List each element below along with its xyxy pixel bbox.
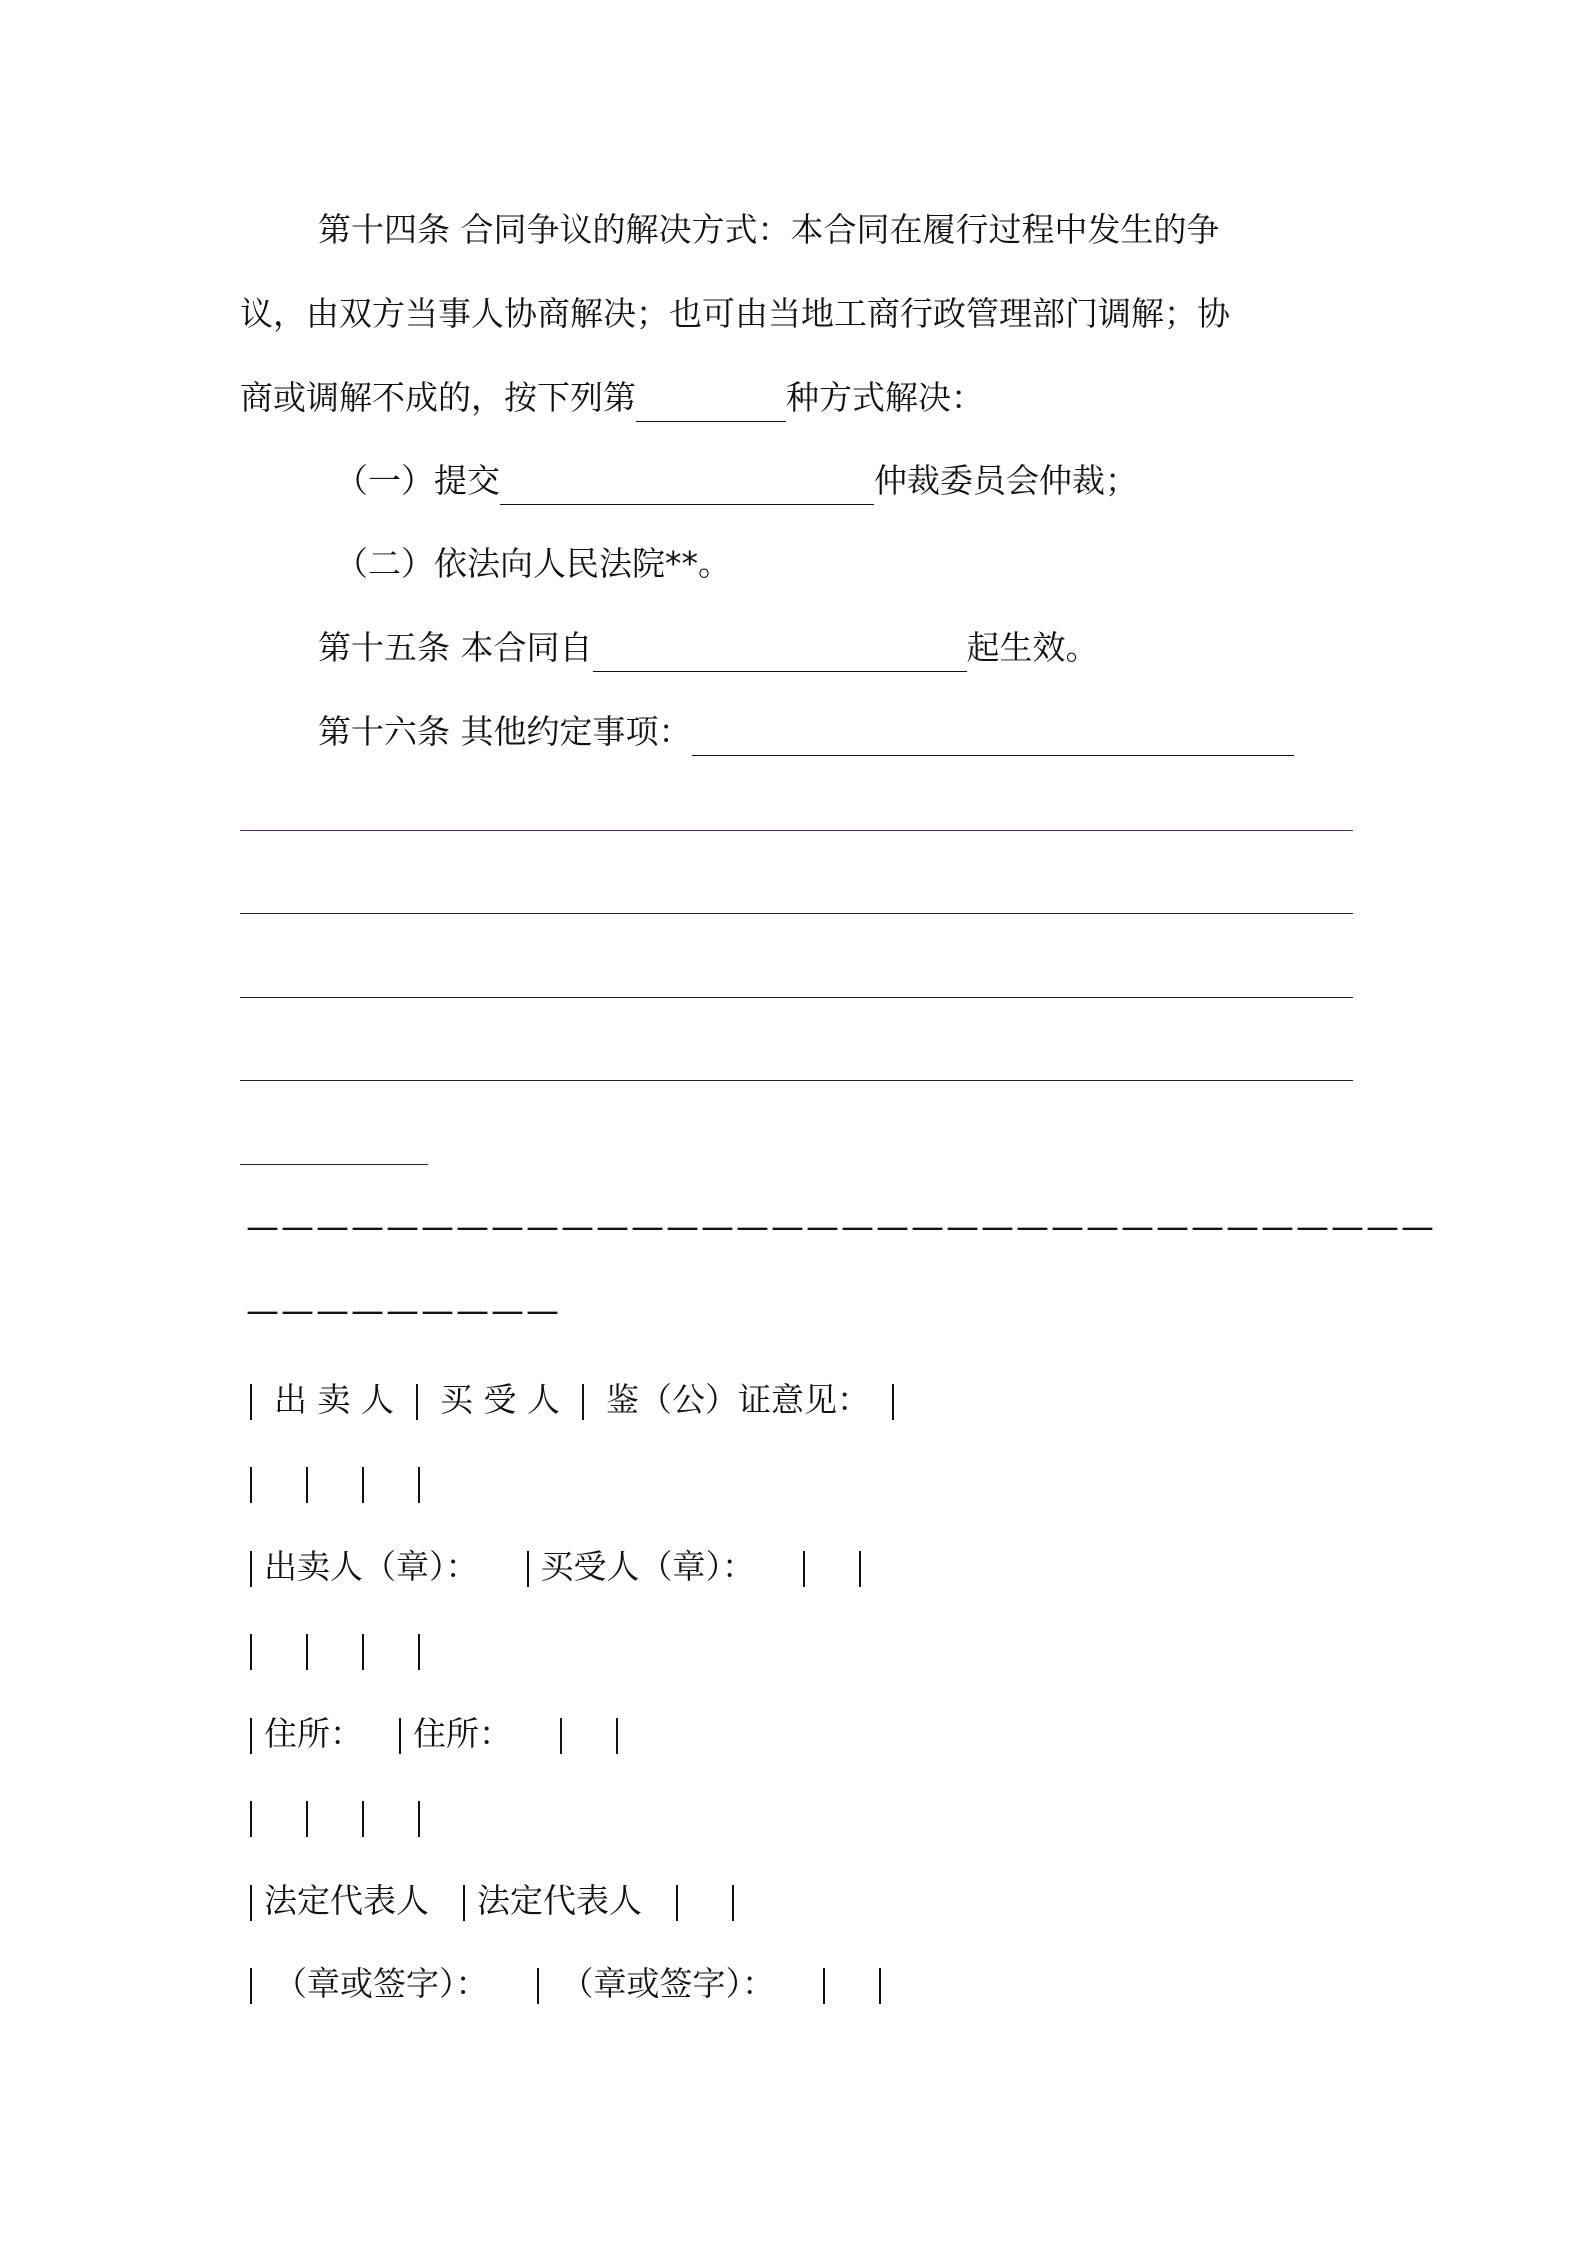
seller-rep-label: 法定代表人 [264,1881,429,1920]
table-border [732,1885,734,1921]
arbitration-commission-blank[interactable] [500,466,874,505]
dashed-separator-2: ————————— [246,1291,561,1330]
table-border [892,1384,894,1420]
seller-address-label: 住所： [264,1714,363,1753]
table-border [879,1968,881,2004]
table-border [306,1634,308,1670]
option-1-tail: 仲裁委员会仲裁； [874,461,1138,500]
table-seal-row [250,1543,861,1591]
table-border [418,1634,420,1670]
table-border [859,1551,861,1587]
table-empty-row [250,1459,420,1507]
method-number-blank[interactable] [636,383,786,422]
article-15-text: 第十五条 本合同自 [318,628,593,667]
article-16-label: 第十六条 其他约定事项： [318,712,692,751]
article-16 [318,708,1294,756]
table-border [250,1885,252,1921]
table-border [803,1551,805,1587]
other-terms-line-4[interactable] [240,1080,1353,1081]
table-border [250,1384,252,1420]
table-border [560,1718,562,1754]
seller-sign-label: （章或签字）： [274,1964,489,2003]
other-terms-line-1[interactable] [240,830,1353,831]
table-border [527,1551,529,1587]
article-14-line-3-tail: 种方式解决： [786,378,984,417]
other-terms-blank[interactable] [692,717,1294,756]
effective-date-blank[interactable] [593,633,967,672]
table-border [416,1384,418,1420]
table-border [250,1801,252,1837]
table-border [362,1467,364,1503]
table-header-row [250,1376,916,1424]
option-2: （二）依法向人民法院**。 [335,544,731,583]
article-15-tail: 起生效。 [966,628,1099,667]
buyer-address-label: 住所： [413,1714,512,1753]
buyer-rep-label: 法定代表人 [477,1881,642,1920]
table-sign-row [250,1960,881,2008]
table-border [399,1718,401,1754]
table-border [537,1968,539,2004]
table-border [250,1968,252,2004]
buyer-sign-label: （章或签字）： [560,1964,775,2003]
table-border [418,1467,420,1503]
article-14-line-2: 议，由双方当事人协商解决；也可由当地工商行政管理部门调解；协 [240,294,1230,333]
article-14-line-1: 第十四条 合同争议的解决方式：本合同在履行过程中发生的争 [318,210,1220,249]
table-border [250,1718,252,1754]
dashed-separator-1: —————————————————————————————————— [246,1207,1436,1246]
table-border [250,1634,252,1670]
article-14-line-3 [240,374,984,422]
table-rep-row [250,1877,734,1925]
other-terms-line-2[interactable] [240,913,1353,914]
table-border [250,1551,252,1587]
table-border [362,1801,364,1837]
table-border [306,1801,308,1837]
seller-header: 出 卖 人 [274,1380,394,1419]
other-terms-line-3[interactable] [240,997,1353,998]
table-border [582,1384,584,1420]
option-1 [335,457,1138,505]
table-border [463,1885,465,1921]
table-border [616,1718,618,1754]
table-border [250,1467,252,1503]
option-1-text: （一）提交 [335,461,500,500]
table-border [418,1801,420,1837]
table-border [823,1968,825,2004]
table-border [306,1467,308,1503]
table-empty-row [250,1793,420,1841]
table-empty-row [250,1626,420,1674]
buyer-seal-label: 买受人（章）： [540,1547,755,1586]
notary-header: 鉴（公）证意见： [605,1380,870,1419]
other-terms-line-5[interactable] [240,1164,428,1165]
table-border [362,1634,364,1670]
table-border [676,1885,678,1921]
article-14-line-3-text: 商或调解不成的，按下列第 [240,378,636,417]
buyer-header: 买 受 人 [439,1380,560,1419]
seller-seal-label: 出卖人（章）： [264,1547,479,1586]
table-address-row [250,1710,618,1758]
article-15 [318,624,1099,672]
